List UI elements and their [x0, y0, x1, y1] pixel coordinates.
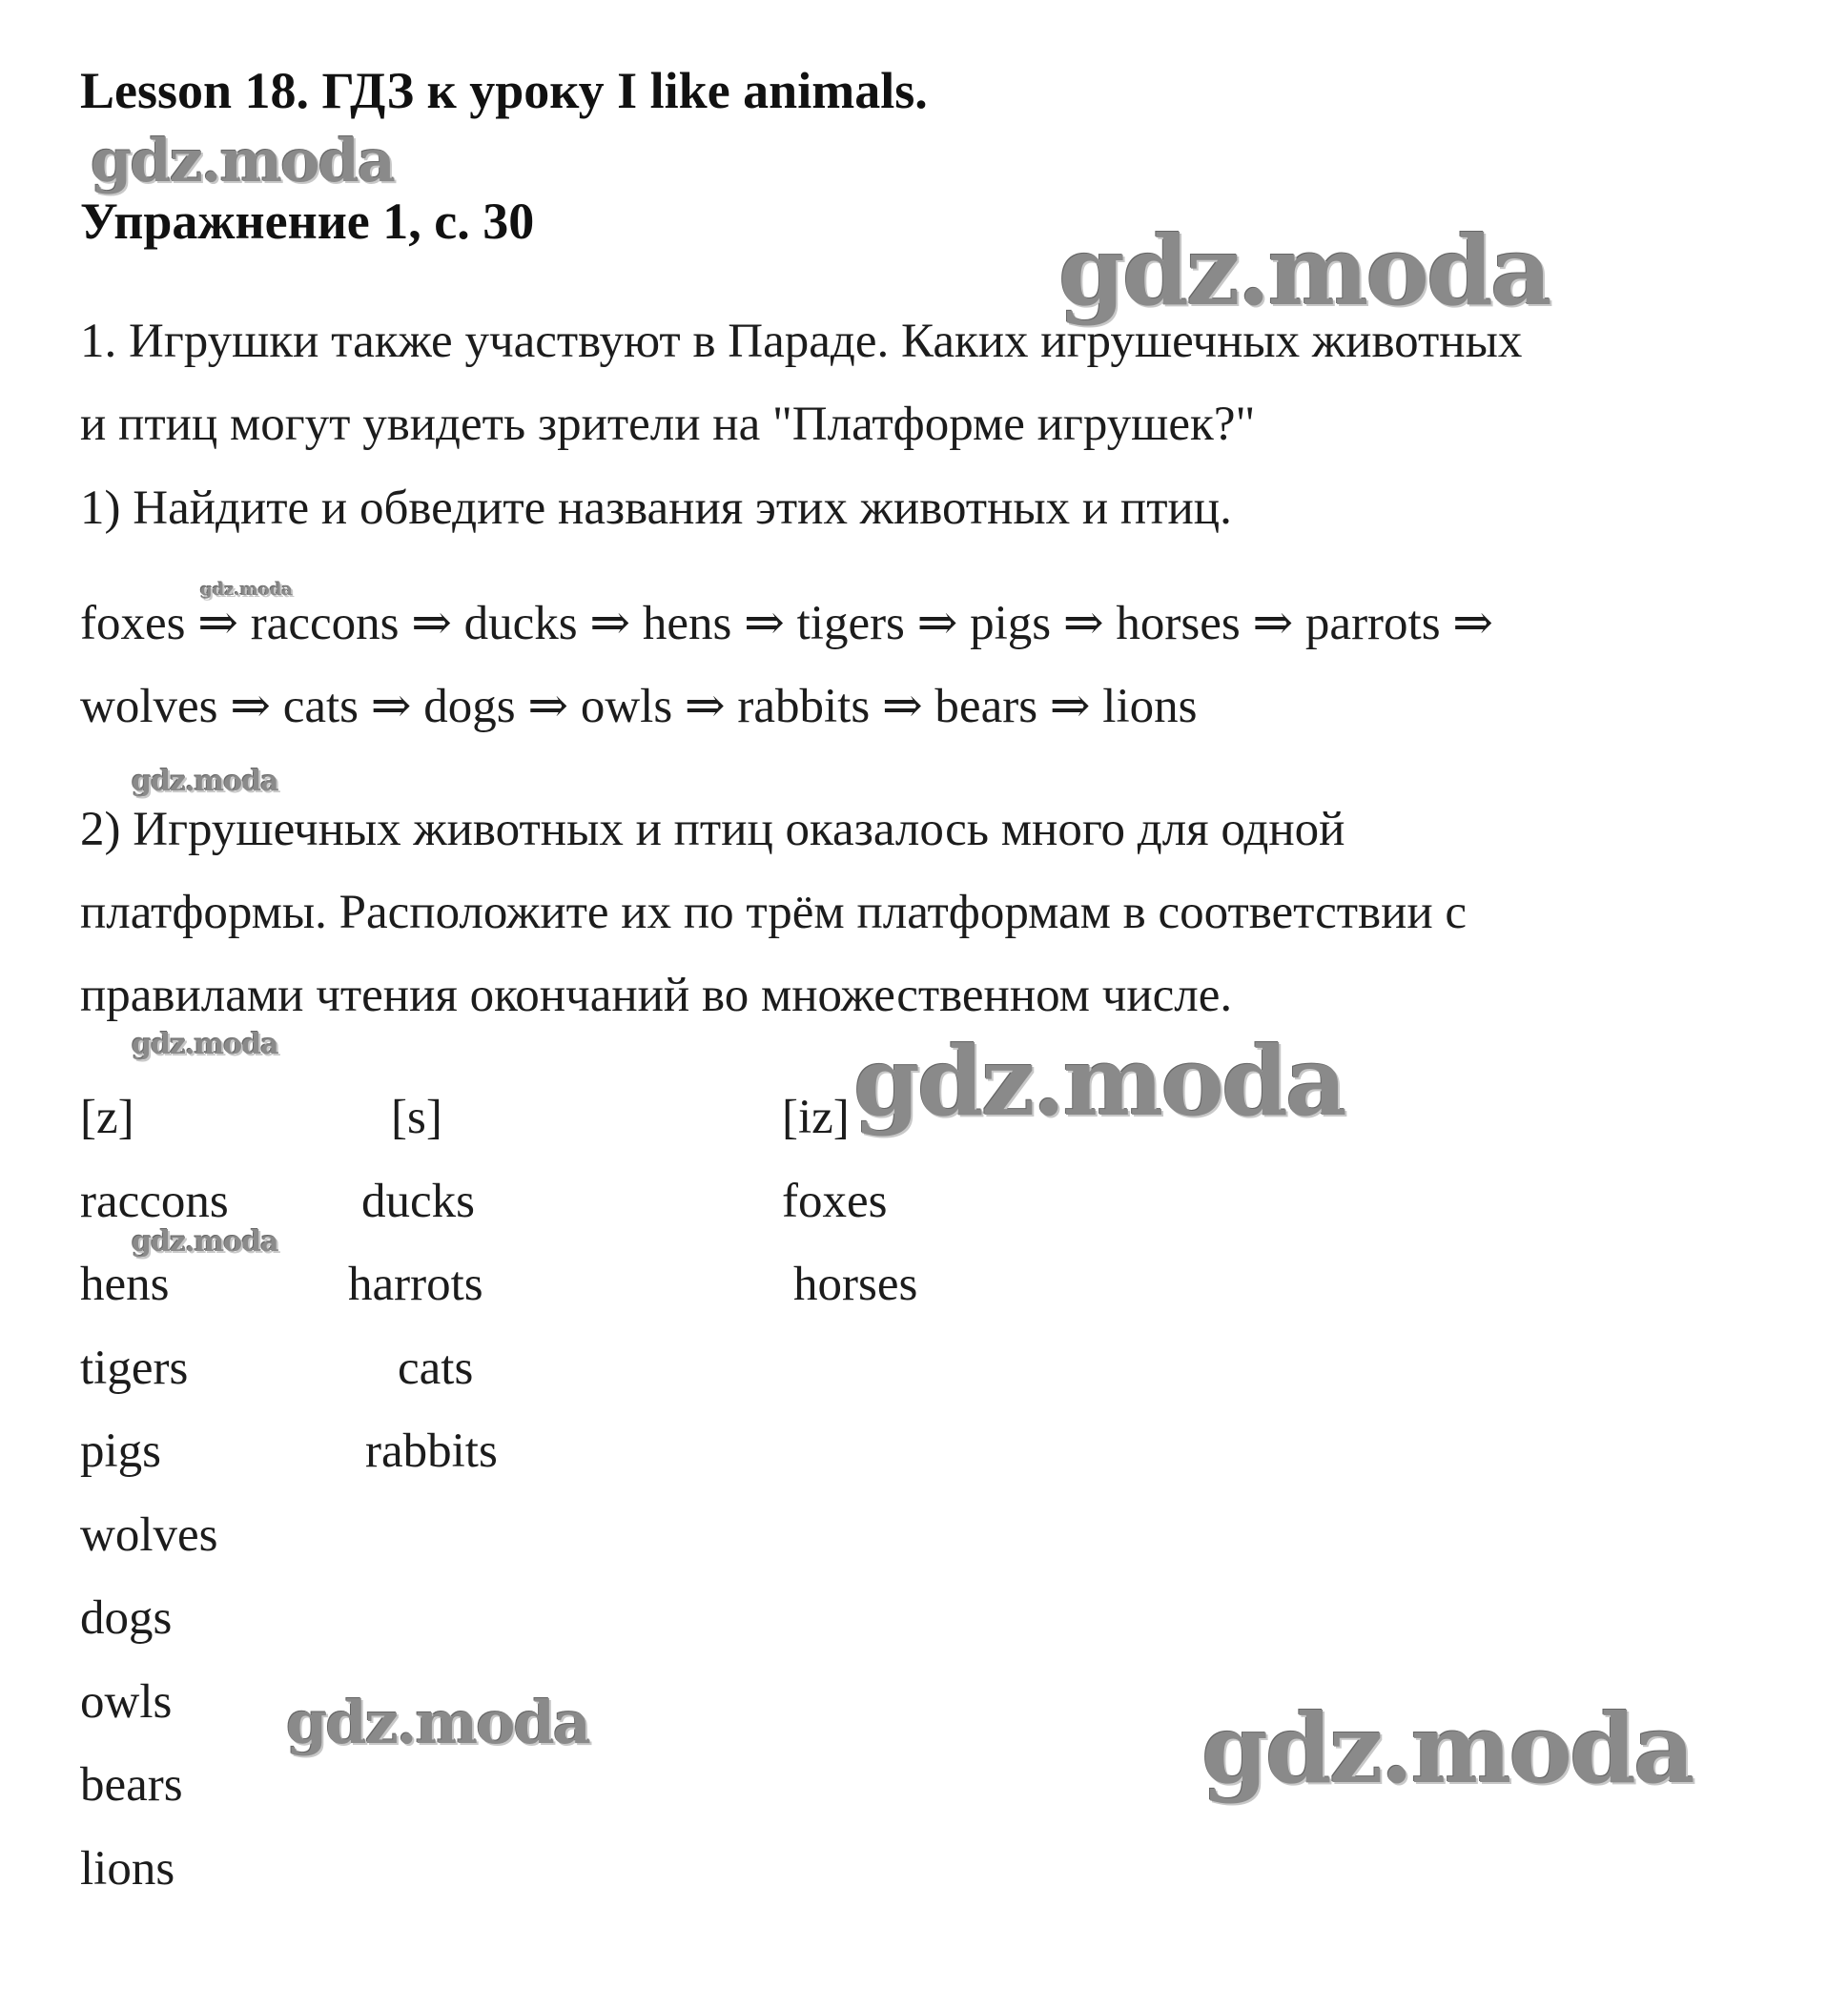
column-item: lions	[80, 1841, 175, 1896]
subtask-2-line: 2) Игрушечных животных и птиц оказалось много для одной	[80, 803, 1345, 856]
task-intro-line: 1. Игрушки также участвуют в Параде. Каких игрушечных животных	[80, 315, 1523, 368]
watermark: gdz.moda	[91, 126, 394, 195]
column-item: hens	[80, 1258, 170, 1311]
watermark: gdz.moda	[853, 1025, 1345, 1138]
column-item: foxes	[782, 1174, 888, 1228]
watermark: gdz.moda	[132, 1028, 278, 1061]
animals-chain-line: wolves ⇒ cats ⇒ dogs ⇒ owls ⇒ rabbits ⇒ bears ⇒ lions	[80, 680, 1198, 733]
column-item: harrots	[348, 1258, 483, 1311]
column-item: bears	[80, 1758, 183, 1812]
task-intro-line: и птиц могут увидеть зрители на "Платформе игрушек?"	[80, 398, 1256, 451]
exercise-heading: Упражнение 1, с. 30	[80, 193, 535, 250]
watermark: gdz.moda	[200, 580, 293, 600]
watermark: gdz.moda	[286, 1688, 589, 1757]
column-item: tigers	[80, 1341, 189, 1395]
column-header: [s]	[391, 1091, 442, 1144]
animals-chain-line: foxes ⇒ raccons ⇒ ducks ⇒ hens ⇒ tigers ⇒ pigs ⇒ horses ⇒ parrots ⇒	[80, 597, 1494, 650]
watermark: gdz.moda	[132, 1225, 278, 1259]
column-item: pigs	[80, 1425, 162, 1478]
watermark: gdz.moda	[132, 765, 278, 798]
column-z	[80, 1076, 229, 1911]
column-s	[348, 1076, 498, 1494]
column-iz	[782, 1076, 917, 1327]
column-header: [z]	[80, 1091, 134, 1144]
column-item: cats	[398, 1341, 474, 1395]
column-item: ducks	[361, 1174, 475, 1228]
subtask-2-line: правилами чтения окончаний во множественном числе.	[80, 969, 1233, 1022]
column-item: raccons	[80, 1174, 229, 1228]
column-item: horses	[793, 1258, 918, 1311]
task-intro	[80, 300, 1522, 466]
subtask-2-line: платформы. Расположите их по трём платформам в соответствии с	[80, 886, 1468, 939]
column-item: wolves	[80, 1507, 218, 1562]
animals-chain	[80, 583, 1493, 748]
watermark: gdz.moda	[1201, 1692, 1693, 1805]
lesson-title: Lesson 18. ГДЗ к уроку I like animals.	[80, 62, 928, 119]
column-item: rabbits	[365, 1425, 498, 1478]
watermark: gdz.moda	[1058, 215, 1550, 327]
column-item: dogs	[80, 1591, 173, 1645]
subtask-1: 1) Найдите и обведите названия этих животных и птиц.	[80, 482, 1232, 535]
column-header: [iz]	[782, 1091, 850, 1144]
column-item: owls	[80, 1674, 173, 1729]
subtask-2	[80, 789, 1467, 1037]
